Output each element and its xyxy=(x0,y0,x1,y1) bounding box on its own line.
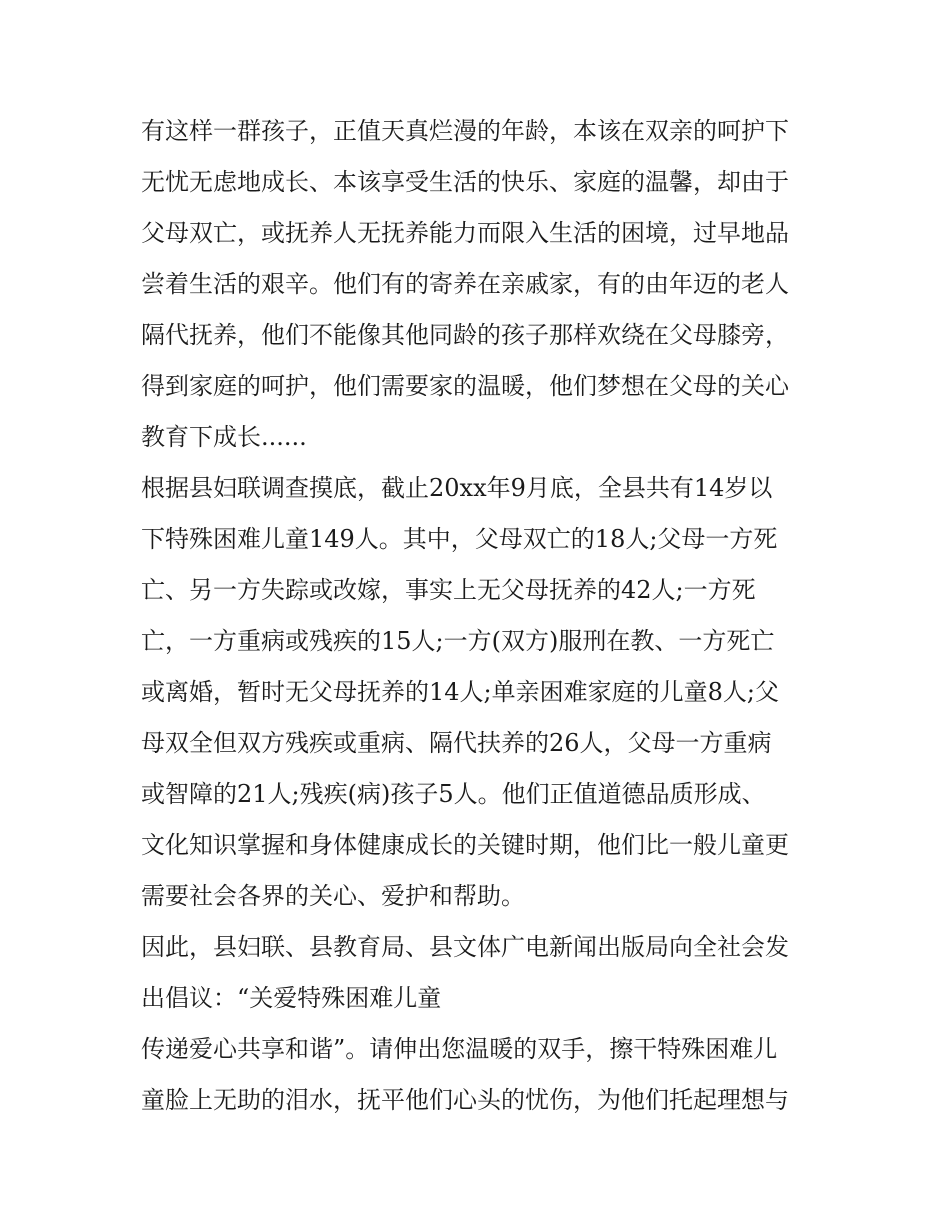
body-text xyxy=(141,106,831,1126)
text-line: 或离婚，暂时无父母抚养的14人;单亲困难家庭的儿童8人;父 xyxy=(141,678,779,706)
text-line: 根据县妇联调查摸底，截止20xx年9月底，全县共有14岁以 xyxy=(141,474,773,502)
text-line: 教育下成长...... xyxy=(141,423,307,451)
text-line: 得到家庭的呵护，他们需要家的温暖，他们梦想在父母的关心 xyxy=(141,372,789,400)
text-line: 亡、另一方失踪或改嫁，事实上无父母抚养的42人;一方死 xyxy=(141,576,756,604)
text-line: 需要社会各界的关心、爱护和帮助。 xyxy=(141,882,525,910)
text-line: 下特殊困难儿童149人。其中，父母双亡的18人;父母一方死 xyxy=(141,525,778,553)
text-line: 无忧无虑地成长、本该享受生活的快乐、家庭的温馨，却由于 xyxy=(141,168,789,196)
text-line: 隔代抚养，他们不能像其他同龄的孩子那样欢绕在父母膝旁， xyxy=(141,321,789,349)
text-line: 或智障的21人;残疾(病)孩子5人。他们正值道德品质形成、 xyxy=(141,780,766,808)
text-line: 传递爱心共享和谐”。请伸出您温暖的双手，擦干特殊困难儿 xyxy=(141,1035,778,1063)
text-line: 亡，一方重病或残疾的15人;一方(双方)服刑在教、一方死亡 xyxy=(141,627,775,655)
text-line: 母双全但双方残疾或重病、隔代扶养的26人，父母一方重病 xyxy=(141,729,772,757)
text-line: 出倡议：“关爱特殊困难儿童 xyxy=(141,984,442,1012)
text-line: 尝着生活的艰辛。他们有的寄养在亲戚家，有的由年迈的老人 xyxy=(141,270,789,298)
text-line: 父母双亡，或抚养人无抚养能力而限入生活的困境，过早地品 xyxy=(141,219,789,247)
text-line: 有这样一群孩子，正值天真烂漫的年龄，本该在双亲的呵护下 xyxy=(141,117,789,145)
text-line: 文化知识掌握和身体健康成长的关键时期，他们比一般儿童更 xyxy=(141,831,789,859)
text-line: 童脸上无助的泪水，抚平他们心头的忧伤，为他们托起理想与 xyxy=(141,1086,789,1114)
text-line: 因此，县妇联、县教育局、县文体广电新闻出版局向全社会发 xyxy=(141,933,789,961)
